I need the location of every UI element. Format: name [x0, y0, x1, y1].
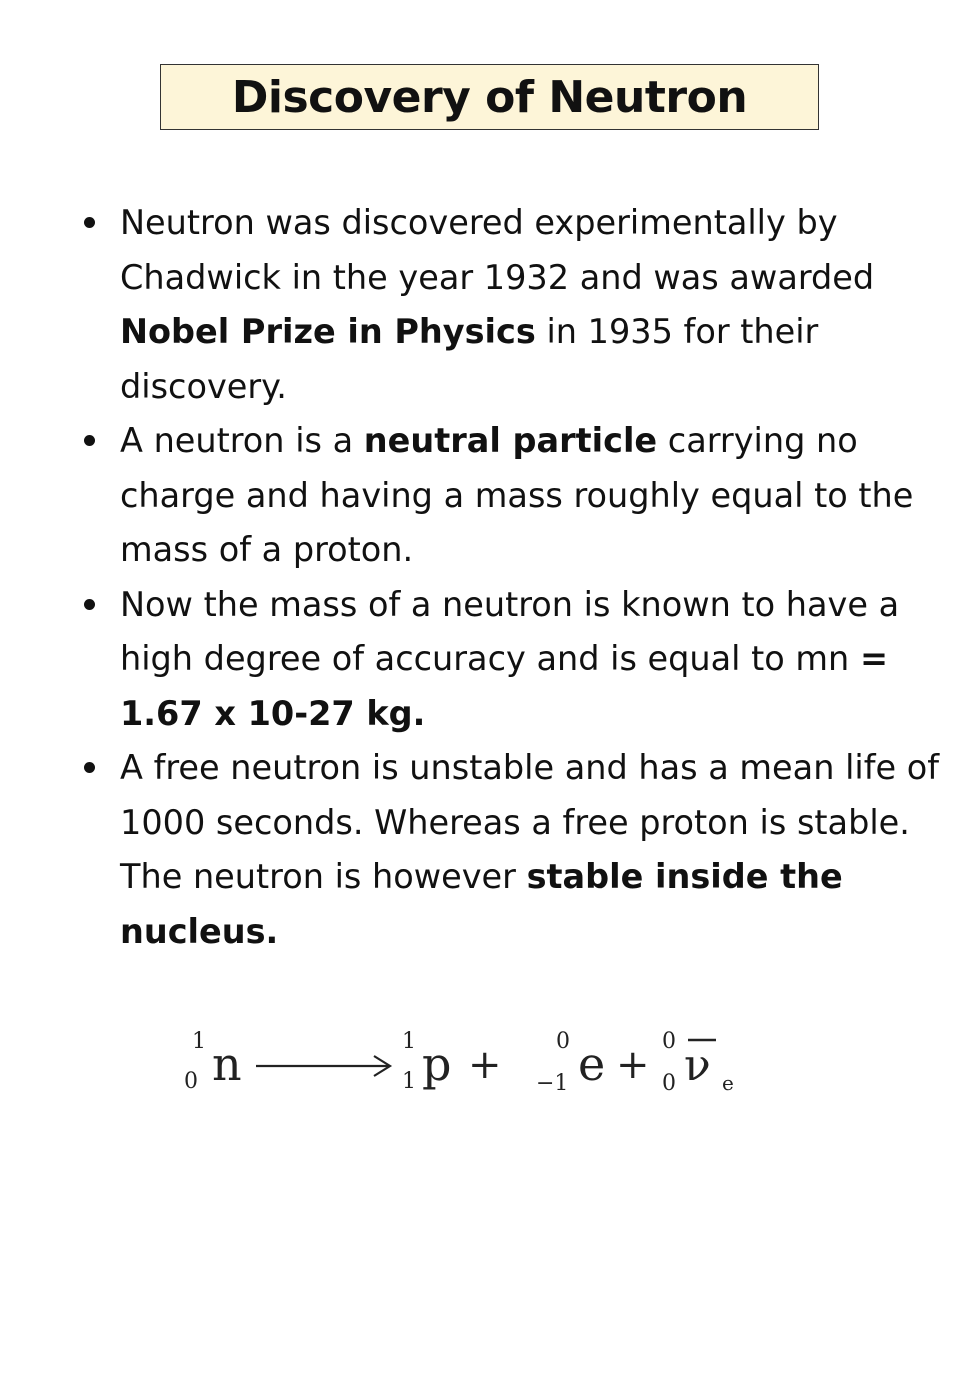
decay-equation [170, 1010, 770, 1110]
bullet-text: Neutron was discovered experimentally by Chadwick in the year 1932 and was awarded [120, 203, 875, 297]
title-box [160, 64, 819, 130]
neutron-symbol: n [212, 1037, 242, 1091]
bullet-text-bold: stable inside the nucleus. [120, 857, 843, 951]
page-title: Discovery of Neutron [231, 71, 748, 123]
plus-sign: + [616, 1042, 650, 1088]
antineutrino-subscript: e [722, 1071, 734, 1095]
plus-sign: + [468, 1042, 502, 1088]
bullet-text-bold: Nobel Prize in Physics [120, 312, 536, 351]
bullet-text: in 1935 for their discovery. [120, 312, 819, 406]
bullet-item-stability [0, 741, 980, 959]
bullet-dot-icon [84, 217, 95, 228]
bullet-dot-icon [84, 762, 95, 773]
bullet-text-bold: neutral particle [363, 421, 658, 460]
bullet-list [0, 196, 980, 959]
electron-symbol: e [578, 1037, 606, 1091]
antineutrino-atomic-number: 0 [662, 1071, 676, 1096]
antineutrino-symbol: ν [684, 1040, 711, 1091]
proton-mass-number: 1 [402, 1029, 416, 1054]
proton-atomic-number: 1 [402, 1069, 416, 1094]
electron-mass-number: 0 [556, 1029, 570, 1054]
neutron-mass-number: 1 [192, 1029, 206, 1054]
bullet-dot-icon [84, 435, 95, 446]
bullet-dot-icon [84, 599, 95, 610]
bullet-item-mass [0, 578, 980, 742]
bullet-text: carrying no charge and having a mass roughly equal to the mass of a proton. [120, 421, 914, 569]
bullet-item-neutral [0, 414, 980, 578]
bullet-item-chadwick [0, 196, 980, 414]
bullet-text-bold: = 1.67 x 10-27 kg. [120, 639, 889, 733]
bullet-text: Now the mass of a neutron is known to have a high degree of accuracy and is equal to mn [120, 584, 900, 678]
electron-atomic-number: −1 [536, 1071, 569, 1096]
bullet-text: A neutron is a [120, 421, 364, 460]
proton-symbol: p [422, 1037, 452, 1091]
neutron-atomic-number: 0 [184, 1069, 198, 1094]
antineutrino-mass-number: 0 [662, 1029, 676, 1054]
bullet-text: A free neutron is unstable and has a mean life of 1000 seconds. Whereas a free proton is stable. The neutron is however [120, 748, 940, 896]
